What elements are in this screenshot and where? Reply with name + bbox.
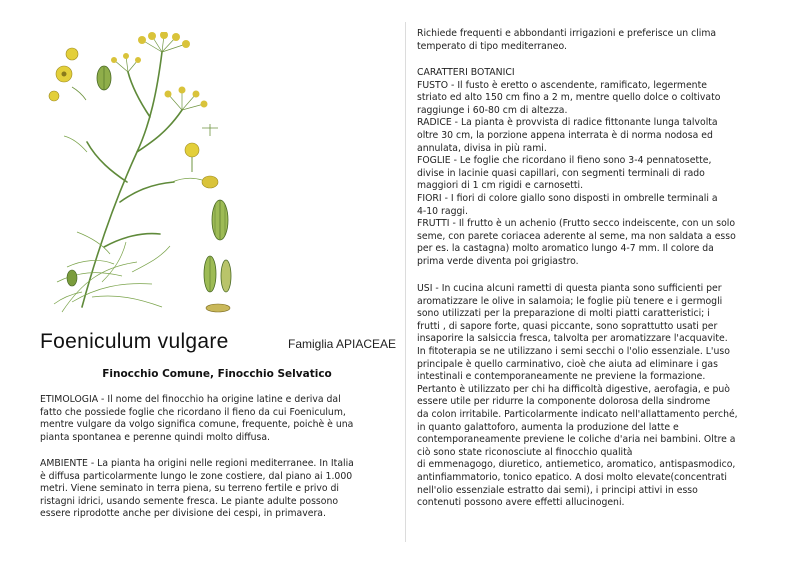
plant-family: Famiglia APIACEAE xyxy=(288,337,397,351)
common-names: Finocchio Comune, Finocchio Selvatico xyxy=(102,368,332,380)
column-divider xyxy=(405,22,406,542)
fennel-illustration xyxy=(42,32,238,314)
ambiente-paragraph: AMBIENTE - La pianta ha origini nelle regioni mediterranee. In Italia è diffusa particolarmente lungo le zone costiere, dal piano ai 1.000 metri. Viene seminato in terra piena, su terreno fertile e privo di ristagni idrici, usando semente fresca. Le piante adulte possono essere riprodotte anche per divisione dei cespi, in primavera. xyxy=(40,458,354,520)
page-title: Foeniculum vulgare xyxy=(40,330,229,353)
caratteri-botanici-section: CARATTERI BOTANICI FUSTO - Il fusto è eretto o ascendente, ramificato, legermente striato ed alto 150 cm fino a 2 m, mentre quello dolce o coltivato raggiunge i 60-80 cm di altezza. RADICE - La pianta è provvista di radice fittonante lunga talvolta oltre 30 cm, la porzione appena interrata è di norma nodosa ed annulata, divisa in più rami. FOGLIE - Le foglie che ricordano il fieno sono 3-4 pennatosette, divise in lacinie quasi capillari, con segmenti terminali di rado maggiori di 1 cm rigidi e carnosetti. FIORI - I fiori di colore giallo sono disposti in ombrelle terminali a 4-10 raggi. FRUTTI - Il frutto è un achenio (Frutto secco indeiscente, con un solo seme, con parete coriacea aderente al seme, ma non saldata a esso per es. la castagna) molto aromatico lungo 4-7 mm. Il colore da prima verde diventa poi grigiastro. xyxy=(417,67,736,267)
etimologia-paragraph: ETIMOLOGIA - Il nome del finocchio ha origine latine e deriva dal fatto che possiede foglie che ricordano il fieno da cui Foeniculum, mentre vulgare da volgo significa comune, frequente, poichè è una pianta spontanea e perenne quindi molto diffusa. xyxy=(40,394,354,443)
usi-paragraph: USI - In cucina alcuni rametti di questa pianta sono sufficienti per aromatizzare le olive in salamoia; le foglie più tenere e i germogli sono utilizzati per la preparazione di molti piatti caratteristici; i frutti , di sapore forte, quasi piccante, sono soprattutto usati per insaporire la salsiccia fresca, talvolta per aromatizzare l'acquavite. In fitoterapia se ne utilizzano i semi secchi o l'olio essenziale. L'uso principale è quello carminativo, cioè che aiuta ad eliminare i gas intestinali e contemporaneamente ne previene la formazione. Pertanto è utilizzato per chi ha difficoltà digestive, aerofagia, e può essere utile per ridurre la componente dolorosa della sindrome da colon irritabile. Particolarmente indicato nell'allattamento perché, in quanto galattoforo, aumenta la produzione del latte e contemporaneamente previene le coliche d'aria nei bambini. Oltre a ciò sono state riconosciute al finocchio qualità di emmenagogo, diuretico, antiemetico, aromatico, antispasmodico, antinfiammatorio, tonico epatico. A dosi molto elevate(concentrati nell'olio essenziale estratto dai semi), i principi attivi in esso contenuti possono avere effetti allucinogeni. xyxy=(417,283,738,509)
irrigazione-paragraph: Richiede frequenti e abbondanti irrigazioni e preferisce un clima temperato di tipo mediterraneo. xyxy=(417,28,717,52)
